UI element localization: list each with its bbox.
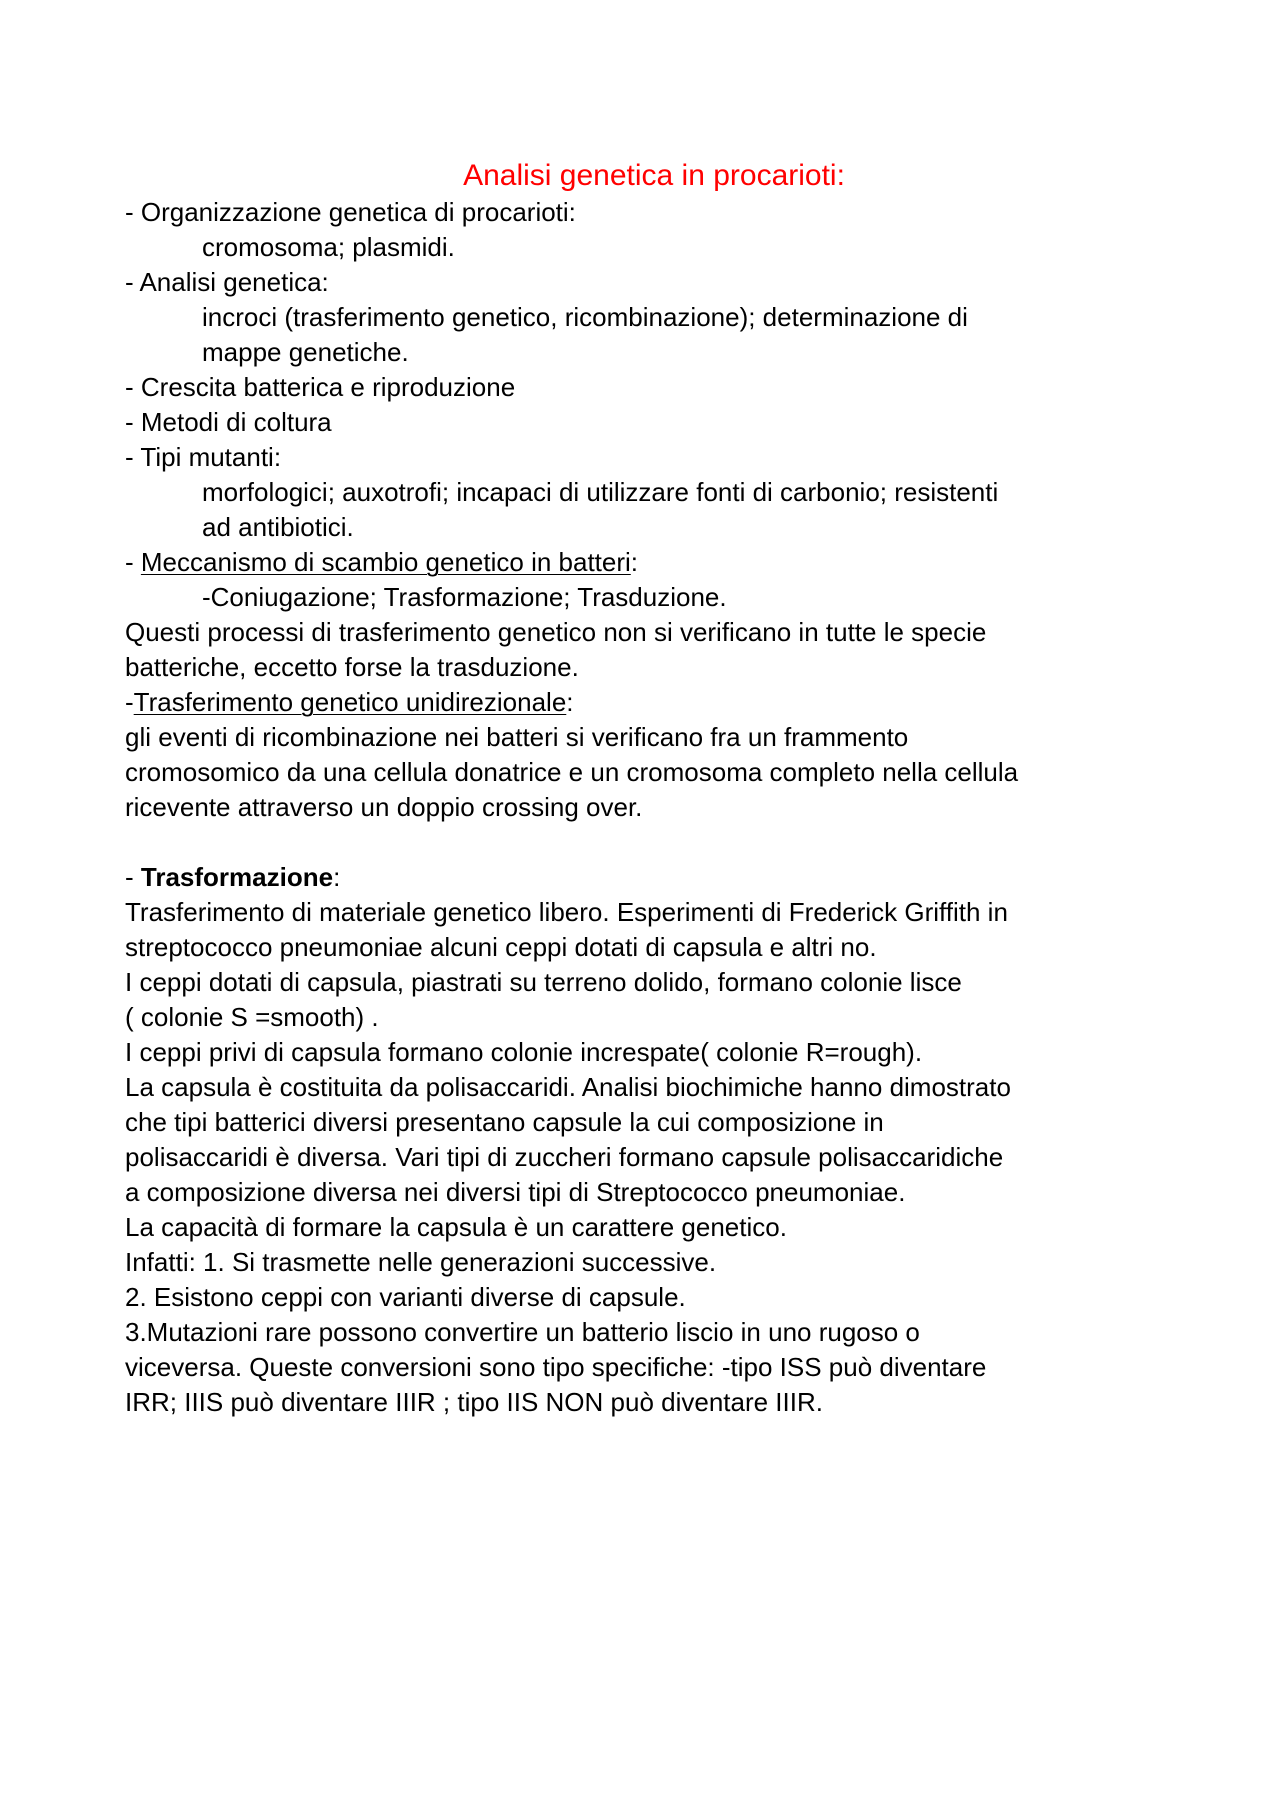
transformation-heading-line bbox=[125, 860, 1185, 895]
paragraph-line: I ceppi privi di capsula formano colonie increspate( colonie R=rough). bbox=[125, 1037, 923, 1067]
paragraph-line: gli eventi di ricombinazione nei batteri si verificano fra un frammento bbox=[125, 722, 909, 752]
paragraph-line: 3.Mutazioni rare possono convertire un batterio liscio in uno rugoso o bbox=[125, 1317, 920, 1347]
unidirectional-section bbox=[125, 685, 1185, 825]
mechanism-heading-line bbox=[125, 545, 1185, 580]
blank-line bbox=[125, 825, 1185, 860]
document-page bbox=[125, 157, 1185, 1420]
unidirectional-heading-line bbox=[125, 685, 1185, 720]
document-title: Analisi genetica in procarioti: bbox=[463, 159, 845, 192]
paragraph-line: ricevente attraverso un doppio crossing over. bbox=[125, 792, 643, 822]
paragraph-line: polisaccaridi è diversa. Vari tipi di zuccheri formano capsule polisaccaridiche bbox=[125, 1142, 1004, 1172]
paragraph-line: IRR; IIIS può diventare IIIR ; tipo IIS NON può diventare IIIR. bbox=[125, 1387, 823, 1417]
mechanism-note-line: batteriche, eccetto forse la trasduzione. bbox=[125, 652, 579, 682]
outline-item: - Crescita batterica e riproduzione bbox=[125, 372, 516, 402]
outline-subitem: incroci (trasferimento genetico, ricombinazione); determinazione di bbox=[202, 302, 968, 332]
transformation-heading: Trasformazione bbox=[140, 862, 334, 892]
outline-item: - Analisi genetica: bbox=[125, 267, 329, 297]
outline-list bbox=[125, 195, 1185, 545]
transformation-section bbox=[125, 860, 1185, 1420]
outline-subitem: cromosoma; plasmidi. bbox=[202, 232, 455, 262]
mechanism-heading: Meccanismo di scambio genetico in batteri bbox=[140, 547, 631, 577]
unidirectional-heading: Trasferimento genetico unidirezionale bbox=[133, 687, 567, 717]
outline-subitem: morfologici; auxotrofi; incapaci di utilizzare fonti di carbonio; resistenti bbox=[202, 477, 999, 507]
paragraph-line: 2. Esistono ceppi con varianti diverse di capsule. bbox=[125, 1282, 686, 1312]
paragraph-line: a composizione diversa nei diversi tipi di Streptococco pneumoniae. bbox=[125, 1177, 906, 1207]
paragraph-line: ( colonie S =smooth) . bbox=[125, 1002, 379, 1032]
outline-item: - Tipi mutanti: bbox=[125, 442, 282, 472]
transformation-prefix: - bbox=[125, 862, 141, 892]
transformation-suffix: : bbox=[333, 862, 341, 892]
outline-subitem: mappe genetiche. bbox=[202, 337, 409, 367]
unidirectional-prefix: - bbox=[125, 687, 134, 717]
paragraph-line: viceversa. Queste conversioni sono tipo specifiche: -tipo ISS può diventare bbox=[125, 1352, 987, 1382]
paragraph-line: La capacità di formare la capsula è un carattere genetico. bbox=[125, 1212, 787, 1242]
paragraph-line: I ceppi dotati di capsula, piastrati su terreno dolido, formano colonie lisce bbox=[125, 967, 962, 997]
mechanism-prefix: - bbox=[125, 547, 141, 577]
paragraph-line: cromosomico da una cellula donatrice e un cromosoma completo nella cellula bbox=[125, 757, 1019, 787]
outline-item: - Metodi di coltura bbox=[125, 407, 332, 437]
paragraph-line: La capsula è costituita da polisaccaridi. Analisi biochimiche hanno dimostrato bbox=[125, 1072, 1011, 1102]
paragraph-line: Trasferimento di materiale genetico libero. Esperimenti di Frederick Griffith in bbox=[125, 897, 1008, 927]
paragraph-line: Infatti: 1. Si trasmette nelle generazioni successive. bbox=[125, 1247, 717, 1277]
mechanism-note-line: Questi processi di trasferimento genetico non si verificano in tutte le specie bbox=[125, 617, 987, 647]
mechanism-section bbox=[125, 545, 1185, 685]
outline-subitem: ad antibiotici. bbox=[202, 512, 354, 542]
mechanism-suffix: : bbox=[630, 547, 639, 577]
paragraph-line: che tipi batterici diversi presentano capsule la cui composizione in bbox=[125, 1107, 884, 1137]
outline-item: - Organizzazione genetica di procarioti: bbox=[125, 197, 576, 227]
mechanism-items: -Coniugazione; Trasformazione; Trasduzione. bbox=[202, 582, 727, 612]
unidirectional-suffix: : bbox=[566, 687, 574, 717]
paragraph-line: streptococco pneumoniae alcuni ceppi dotati di capsula e altri no. bbox=[125, 932, 877, 962]
